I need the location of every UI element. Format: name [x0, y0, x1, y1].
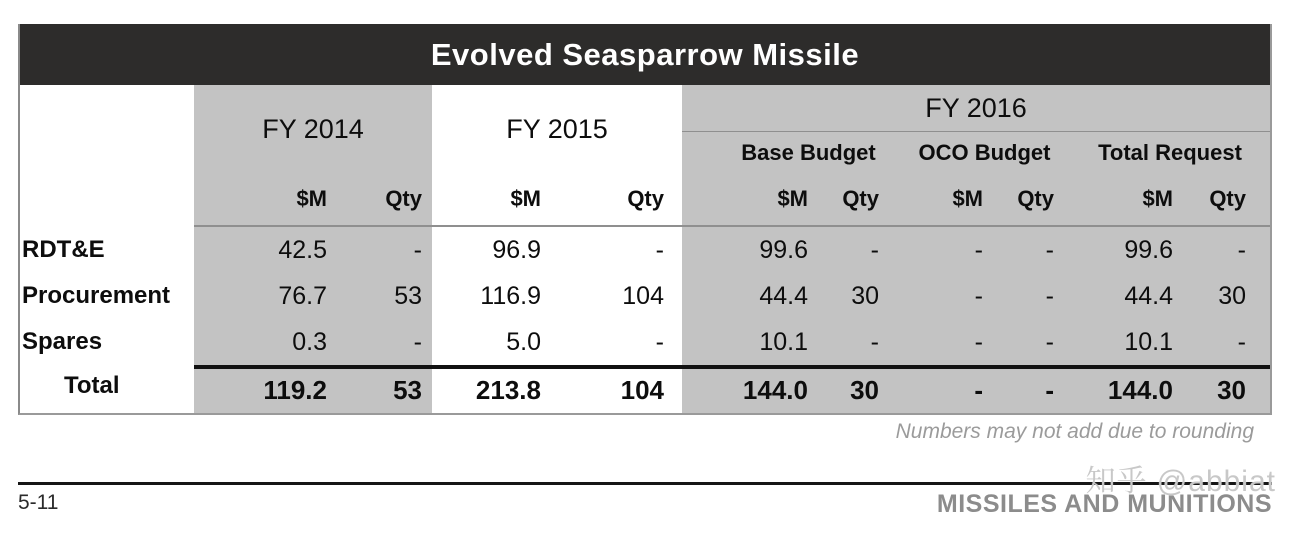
value-cell: 104 — [622, 282, 664, 310]
oco-budget-header: OCO Budget — [918, 140, 1051, 165]
value-cell: 0.3 — [194, 319, 339, 365]
total-request-header: Total Request — [1098, 140, 1242, 165]
value-cell: 99.6 — [682, 227, 812, 273]
fy2015-group-header: FY 2015 — [506, 114, 608, 144]
value-cell: - — [339, 319, 432, 365]
fy14-qty-unit: Qty — [339, 174, 432, 227]
value-cell: - — [655, 328, 664, 356]
fy2016-subheader-row — [682, 132, 1270, 174]
value-cell: 144.0 — [682, 365, 812, 413]
value-cell: - — [887, 227, 987, 273]
value-cell: - — [1177, 319, 1270, 365]
value-cell: - — [655, 236, 664, 264]
value-cell: 30 — [812, 273, 887, 319]
fy14-money-unit: $M — [194, 174, 339, 227]
value-cell: 44.4 — [682, 273, 812, 319]
budget-table — [18, 24, 1272, 415]
column-gap — [674, 174, 682, 227]
value-cell: - — [1177, 227, 1270, 273]
rounding-footnote: Numbers may not add due to rounding — [895, 420, 1254, 443]
value-cell: 53 — [339, 365, 432, 413]
label-column-spacer — [20, 85, 194, 174]
value-cell: - — [987, 319, 1062, 365]
value-cell: 104 — [577, 365, 674, 413]
value-cell: 30 — [1177, 365, 1270, 413]
value-cell: 44.4 — [1062, 273, 1177, 319]
column-gap — [674, 319, 682, 365]
row-label: Total — [64, 372, 120, 399]
value-cell: - — [339, 227, 432, 273]
value-cell: 116.9 — [480, 282, 541, 310]
watermark-text: 知乎 @abbiat — [1085, 465, 1276, 498]
value-cell: - — [887, 273, 987, 319]
tr-money-unit: $M — [1062, 174, 1177, 227]
fy2014-group-header: FY 2014 — [194, 85, 432, 174]
unit-header-row — [20, 174, 1270, 227]
base-money-unit: $M — [682, 174, 812, 227]
table-row-procurement — [20, 273, 1270, 319]
value-cell: - — [887, 365, 987, 413]
row-label: Procurement — [22, 282, 171, 309]
base-qty-unit: Qty — [812, 174, 887, 227]
section-footer-title: MISSILES AND MUNITIONS — [936, 490, 1272, 518]
value-cell: - — [987, 273, 1062, 319]
value-cell: 96.9 — [492, 236, 541, 264]
value-cell: - — [987, 365, 1062, 413]
table-row-spares — [20, 319, 1270, 365]
fiscal-year-header-row — [20, 85, 1270, 174]
value-cell: - — [987, 227, 1062, 273]
value-cell: - — [812, 319, 887, 365]
value-cell: 30 — [1177, 273, 1270, 319]
fy15-qty-unit: Qty — [577, 174, 674, 227]
value-cell: - — [812, 227, 887, 273]
table-row-total — [20, 365, 1270, 413]
value-cell: 53 — [339, 273, 432, 319]
value-cell: 213.8 — [432, 365, 577, 413]
column-gap — [674, 227, 682, 273]
value-cell: 144.0 — [1062, 365, 1177, 413]
value-cell: 42.5 — [194, 227, 339, 273]
table-title-bar — [20, 24, 1270, 85]
fy2016-group-header — [682, 85, 1270, 174]
base-budget-header: Base Budget — [741, 140, 876, 165]
footer-divider-line — [18, 482, 1272, 485]
value-cell: 5.0 — [506, 328, 541, 356]
value-cell: 10.1 — [682, 319, 812, 365]
oco-qty-unit: Qty — [987, 174, 1062, 227]
column-gap — [674, 365, 682, 413]
column-gap — [674, 273, 682, 319]
fy2016-label: FY 2016 — [682, 85, 1270, 132]
row-label: Spares — [22, 328, 103, 355]
value-cell: 30 — [812, 365, 887, 413]
table-row-rdte — [20, 227, 1270, 273]
page-number: 5-11 — [18, 491, 59, 514]
oco-money-unit: $M — [887, 174, 987, 227]
value-cell: 119.2 — [194, 365, 339, 413]
value-cell: 10.1 — [1062, 319, 1177, 365]
row-label: RDT&E — [22, 236, 105, 263]
value-cell: - — [887, 319, 987, 365]
tr-qty-unit: Qty — [1177, 174, 1270, 227]
value-cell: 99.6 — [1062, 227, 1177, 273]
value-cell: 76.7 — [194, 273, 339, 319]
table-title: Evolved Seasparrow Missile — [430, 36, 860, 72]
label-column-spacer — [20, 174, 194, 227]
fy15-money-unit: $M — [432, 174, 577, 227]
